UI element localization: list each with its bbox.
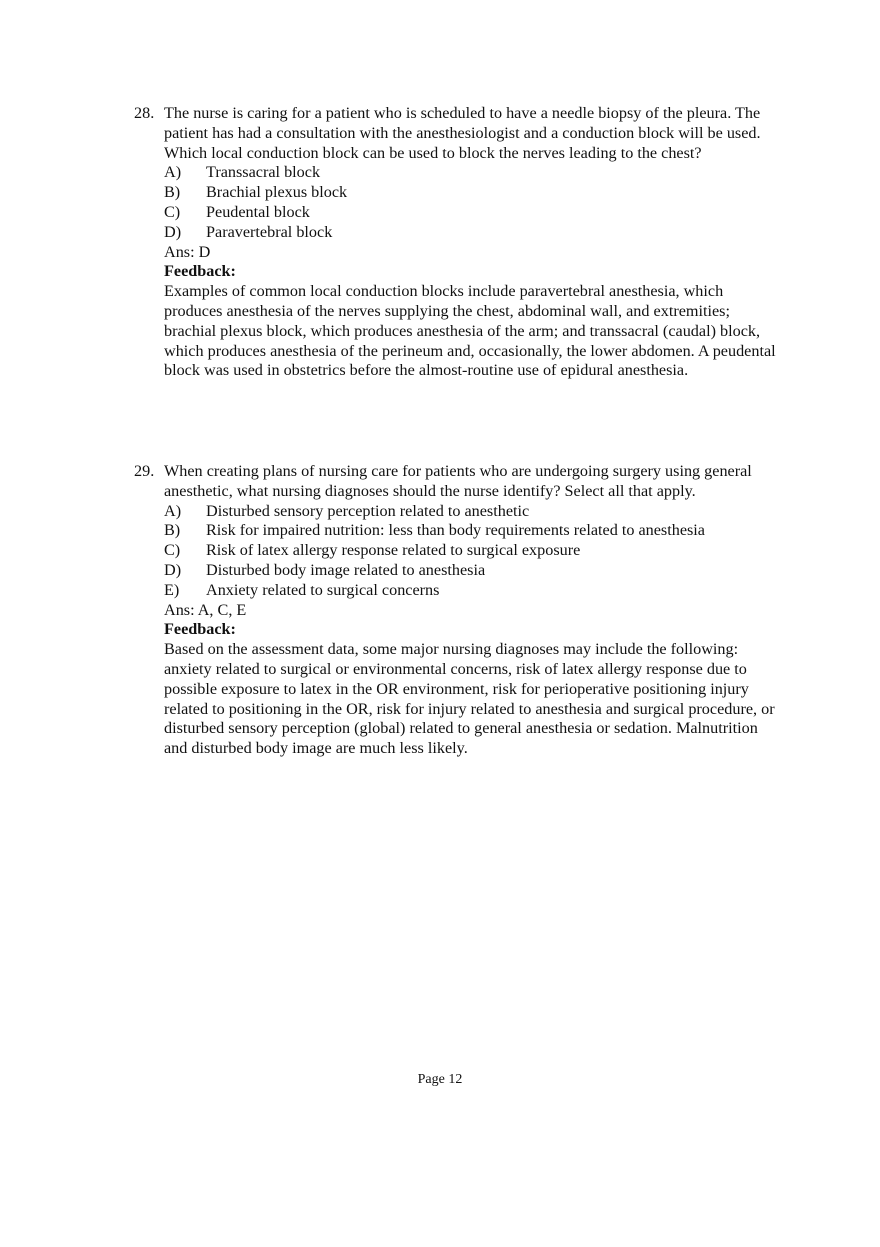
option-e [164, 581, 784, 601]
option-letter: C) [164, 541, 181, 560]
option-text: Risk for impaired nutrition: less than body requirements related to anesthesia [206, 521, 705, 540]
option-letter: E) [164, 580, 180, 599]
feedback-heading: Feedback: [164, 262, 236, 281]
feedback-text: Examples of common local conduction blocks include paravertebral anesthesia, which produces anesthesia of the nerves supplying the chest, abdominal wall, and extremities; brachial plexus block, which produces anesthesia of the arm; and transsacral (caudal) block, which produces anesthesia of the perineum and, occasionally, the lower abdomen. A peudental block was used in obstetrics before the almost-routine use of epidural anesthesia. [164, 282, 776, 380]
option-text: Risk of latex allergy response related to surgical exposure [206, 541, 581, 560]
option-d [164, 561, 784, 581]
option-d [164, 223, 784, 243]
option-b [164, 183, 784, 203]
option-letter: D) [164, 222, 182, 241]
option-b [164, 521, 784, 541]
answer-options [164, 502, 784, 601]
option-letter: B) [164, 183, 181, 202]
option-text: Transsacral block [206, 163, 321, 182]
question-body [164, 104, 784, 381]
question-body [164, 462, 784, 759]
feedback-text: Based on the assessment data, some major nursing diagnoses may include the following: anxiety related to surgical or environmental concerns, risk of latex allergy response due to possible exposure to latex in the OR environment, risk for perioperative positioning injury related to positioning in the OR, risk for injury related to anesthesia and surgical procedure, or disturbed sensory perception (global) related to general anesthesia or sedation. Malnutrition and disturbed body image are much less likely. [164, 640, 775, 758]
answer-key: Ans: D [164, 242, 211, 261]
option-text: Paravertebral block [206, 222, 333, 241]
option-letter: B) [164, 521, 181, 540]
option-letter: D) [164, 560, 182, 579]
question-stem: The nurse is caring for a patient who is scheduled to have a needle biopsy of the pleura. The patient has had a consultation with the anesthesiologist and a conduction block will be used. Which local conduction block can be used to block the nerves leading to the chest? [164, 104, 761, 162]
question-number: 28. [134, 104, 155, 122]
page-number: Page 12 [417, 1072, 463, 1087]
answer-key: Ans: A, C, E [164, 600, 247, 619]
option-text: Peudental block [206, 202, 310, 221]
option-a [164, 163, 784, 183]
option-letter: A) [164, 501, 182, 520]
option-text: Brachial plexus block [206, 183, 348, 202]
option-c [164, 203, 784, 223]
option-letter: C) [164, 202, 181, 221]
question-stem: When creating plans of nursing care for patients who are undergoing surgery using general anesthetic, what nursing diagnoses should the nurse identify? Select all that apply. [164, 462, 752, 500]
question-28 [134, 104, 784, 381]
answer-options [164, 163, 784, 242]
option-text: Disturbed sensory perception related to anesthetic [206, 501, 530, 520]
question-29 [134, 462, 784, 759]
feedback-heading: Feedback: [164, 620, 236, 639]
option-text: Anxiety related to surgical concerns [206, 580, 440, 599]
option-text: Disturbed body image related to anesthesia [206, 560, 486, 579]
option-a [164, 502, 784, 522]
question-number: 29. [134, 462, 155, 480]
option-c [164, 541, 784, 561]
option-letter: A) [164, 163, 182, 182]
